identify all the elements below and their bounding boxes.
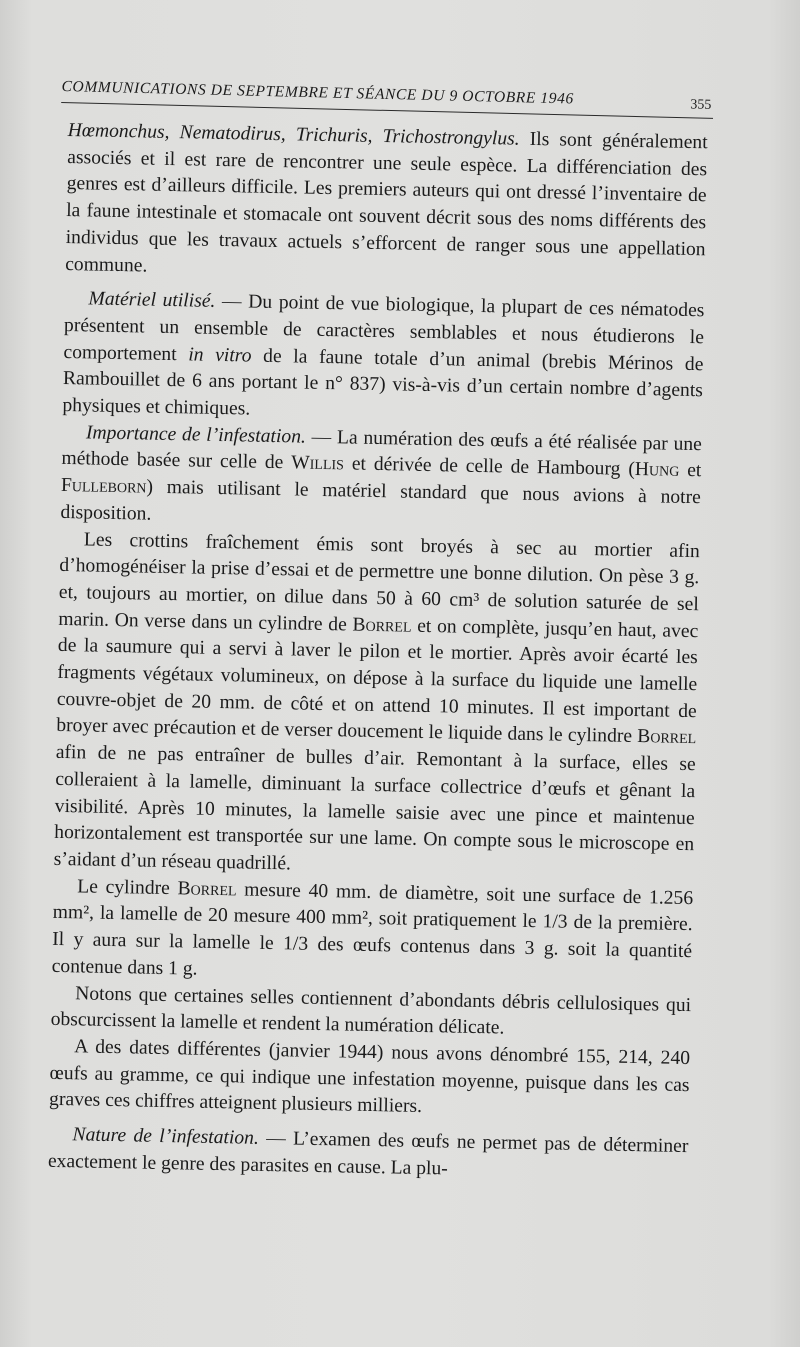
author-name: Fulleborn: [60, 475, 147, 498]
running-header-title: COMMUNICATIONS DE SEPTEMBRE ET SÉANCE DU 9 OCTOBRE 1946: [61, 77, 574, 108]
paragraph-cylinder: [51, 874, 693, 993]
running-header: [61, 70, 712, 126]
paragraph-text: A des dates différentes (janvier 1944) nous avons dénombré 155, 214, 240 œufs au gramme, ce qui indique une infestation moyenne, puisque dans les cas graves ces chiffres atteignent plusieurs milliers.: [48, 1036, 691, 1118]
paragraph-text: Ils sont généralement associés et il est rare de rencontrer une seule espèce. La différenciation des genres est d’ailleurs difficile. Les premiers auteurs qui ont dressé l’inventaire de la faune intestinale et stomacale ont souvent décrit sous des noms différents des individus que les travaux actuels s’efforcent de ranger sous une appellation commune.: [64, 128, 708, 277]
paragraph-text: mesure 40 mm. de diamètre, soit une surface de 1.256 mm², la lamelle de 20 mesure 400 mm², soit pratiquement le 1/3 de la première. Il y aura sur la lamelle le 1/3 des œufs contenus dans 3 g. soit la quantité contenue dans 1 g.: [51, 879, 694, 980]
paragraph-text: Les crottins fraîchement émis sont broyés à sec au mortier afin d’homogénéiser la prise d’essai et de permettre une bonne dilution. On pèse 3 g. et, toujours au mortier, on dilue dans 50 à 60 cm³ de solution saturée de sel marin. On verse dans un cylindre de: [58, 528, 701, 636]
paragraph-text: de la faune totale d’un animal (brebis Mérinos de Rambouillet de 6 ans portant le n° 837) vis-à-vis d’un certain nombre d’agents physiques et chimiques.: [62, 345, 704, 420]
author-name: Hung: [634, 459, 680, 482]
author-name: Borrel: [637, 726, 697, 749]
paragraph-text: et: [679, 460, 702, 482]
paragraph-text: afin de ne pas entraîner de bulles d’air. Remontant à la surface, elles se colleraient à la lamelle, diminuant la surface collectrice d’œufs et gênant la visibilité. Après 10 minutes, la lamelle saisie avec une pince et maintenue horizontalement est transportée sur une lame. On compte sous le microscope en s’aidant d’un réseau quadrillé.: [53, 742, 696, 875]
paragraph-text: et on complète, jusqu’en haut, avec de la saumure qui a servi à laver le pilon et le mortier. Après avoir écarté les fragments végétaux volumineux, on dépose à la surface du liquide une lamelle couvre-objet de 20 mm. de côté et on attend 10 minutes. Il est important de broyer avec précaution et de verser doucement le liquide dans le cylindre: [56, 615, 699, 748]
body-text: [48, 118, 708, 1188]
paragraph-text: — L’examen des œufs ne permet pas de déterminer exactement le genre des parasites en cause. La plu-: [47, 1127, 689, 1180]
paragraph-counts: [49, 1034, 690, 1126]
paragraph-method: [53, 526, 700, 885]
paragraph-text: — La numération des œufs a été réalisée par une méthode basée sur celle de: [61, 426, 703, 474]
paragraph-text: Notons que certaines selles contiennent d’abondants débris cellulosiques qui obscurcissent la lamelle et rendent la numération délicate.: [50, 982, 692, 1039]
paragraph-importance: [60, 420, 702, 539]
paragraph-nature: [48, 1122, 689, 1188]
in-vitro-term: in vitro: [188, 343, 252, 367]
section-heading-nature: Nature de l’infestation.: [72, 1124, 260, 1149]
genera-list: Hœmonchus, Nematodirus, Trichuris, Trichostrongylus.: [67, 119, 520, 150]
section-heading-importance: Importance de l’infestation.: [85, 422, 307, 448]
paragraph-text: — Du point de vue biologique, la plupart de ces nématodes présentent un ensemble de caractères semblables et nous étudierons le comportement: [63, 291, 705, 365]
author-name: Borrel: [352, 614, 412, 637]
page-number: 355: [690, 97, 712, 113]
author-name: Borrel: [177, 877, 237, 901]
paragraph-genera: [65, 118, 708, 290]
author-name: Willis: [291, 452, 345, 475]
paragraph-text: Le cylindre: [77, 876, 178, 899]
paragraph-materiel: [62, 286, 704, 432]
section-heading-materiel: Matériel utilisé.: [88, 288, 216, 313]
header-rule: [61, 102, 713, 119]
paragraph-text: et dérivée de celle de Hambourg (: [343, 453, 636, 481]
paragraph-text: ) mais utilisant le matériel standard que nous avions à notre disposition.: [60, 476, 702, 525]
